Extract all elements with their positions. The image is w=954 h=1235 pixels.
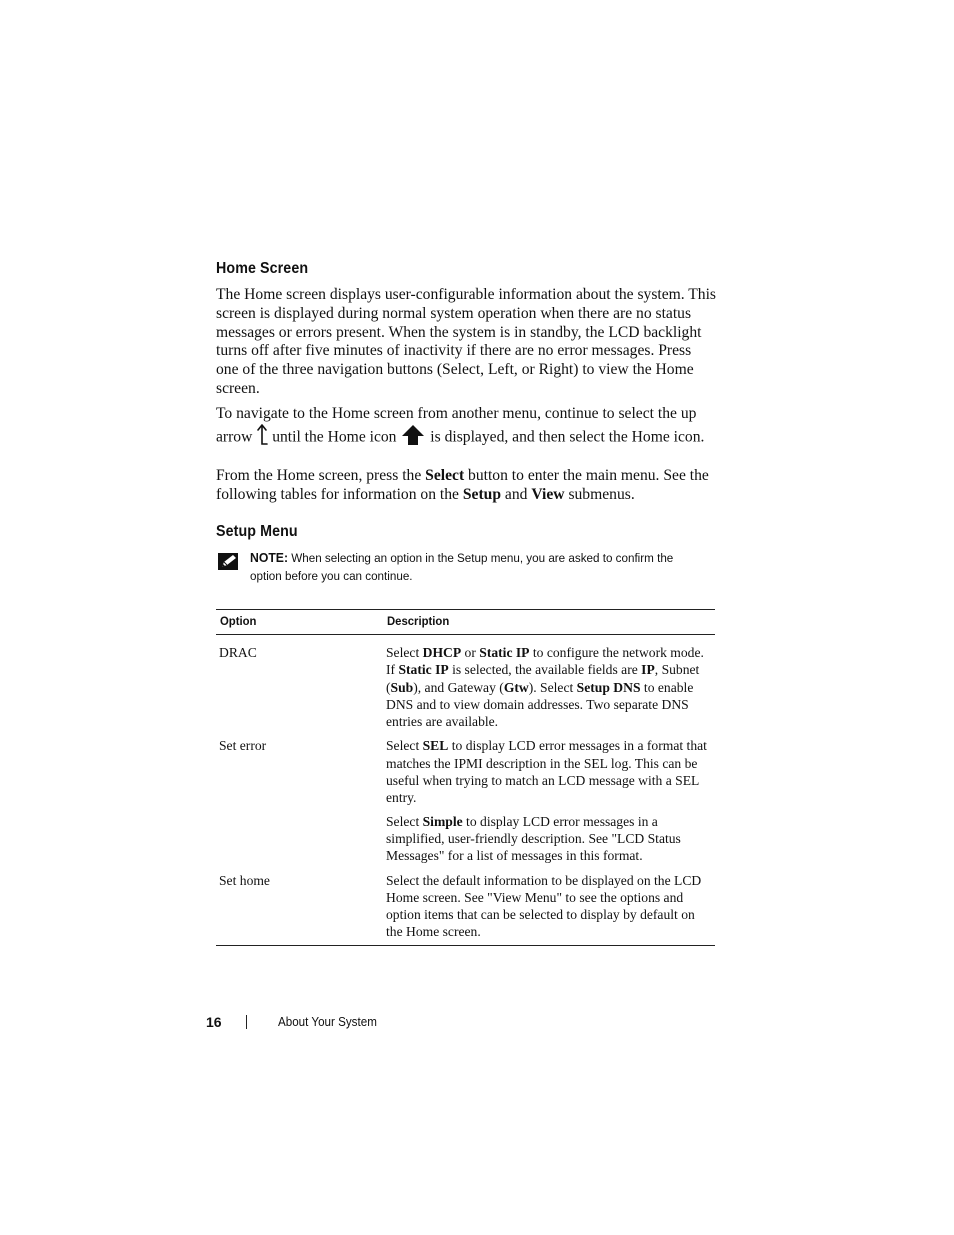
table-row xyxy=(216,730,715,864)
home-screen-paragraph-2 xyxy=(216,405,716,452)
p3-setup-term: Setup xyxy=(462,485,501,503)
home-screen-paragraph-1: The Home screen displays user-configurable information about the system. This screen is displayed during normal system operation when there are no status messages or errors present. When the system is in standby, the LCD backlight turns off after five minutes of inactivity if there are no error messages. Press one of the three navigation buttons (Select, Left, or Right) to view the Home screen. xyxy=(216,286,717,397)
home-icon xyxy=(400,424,426,452)
p3-select-term: Select xyxy=(425,467,465,484)
p3-and: and xyxy=(504,485,528,503)
home-screen-heading: Home Screen xyxy=(216,260,309,277)
p2-text-b: until the Home icon xyxy=(272,428,397,446)
footer-separator xyxy=(246,1015,247,1029)
row-description-set-error: Select SEL to display LCD error messages in a format that matches the IPMI description in the SEL log. This can be useful when trying to match an LCD message with a SEL entry. Select Simple to display LCD error messages in a simplified, user-friendly description. See "LCD Status Messages" for a list of messages in this format. xyxy=(386,738,707,864)
page-number: 16 xyxy=(206,1014,222,1030)
note-pencil-icon xyxy=(218,553,240,571)
row-option-set-error: Set error xyxy=(219,738,267,754)
p2-text-c: is displayed, and then select the Home icon. xyxy=(430,428,705,446)
table-header xyxy=(216,610,715,635)
table-row xyxy=(216,865,715,945)
p3-text-b: button to enter the main menu. See the following tables for information on the xyxy=(216,467,709,503)
table-row xyxy=(216,635,715,730)
p3-text-c: submenus. xyxy=(568,485,635,503)
row-option-set-home: Set home xyxy=(219,872,270,888)
p2-text-a: To navigate to the Home screen from another menu, continue to select the up arrow xyxy=(216,405,697,446)
p3-text-a: From the Home screen, press the xyxy=(216,467,422,484)
note-body: When selecting an option in the Setup menu, you are asked to confirm the option before you can continue. xyxy=(250,551,674,583)
home-screen-paragraph-3 xyxy=(216,467,716,505)
footer-section-title: About Your System xyxy=(278,1015,377,1029)
note-label: NOTE: xyxy=(250,550,289,565)
header-option: Option xyxy=(220,614,257,628)
up-arrow-icon xyxy=(256,424,268,452)
setup-menu-heading: Setup Menu xyxy=(216,523,298,540)
note-text xyxy=(250,549,688,585)
row-option-drac: DRAC xyxy=(219,645,257,660)
p3-view-term: View xyxy=(531,485,565,503)
setup-options-table xyxy=(216,609,715,946)
row-description-drac: Select DHCP or Static IP to configure the network mode. If Static IP is selected, the available fields are IP, Subnet (Sub), and Gateway (Gtw). Select Setup DNS to enable DNS and to view domain addresses. Two separate DNS entries are available. xyxy=(386,645,704,730)
header-description: Description xyxy=(387,614,450,628)
row-description-set-home: Select the default information to be displayed on the LCD Home screen. See "View Menu" to see the options and option items that can be selected to display by default on the Home screen. xyxy=(386,872,702,940)
